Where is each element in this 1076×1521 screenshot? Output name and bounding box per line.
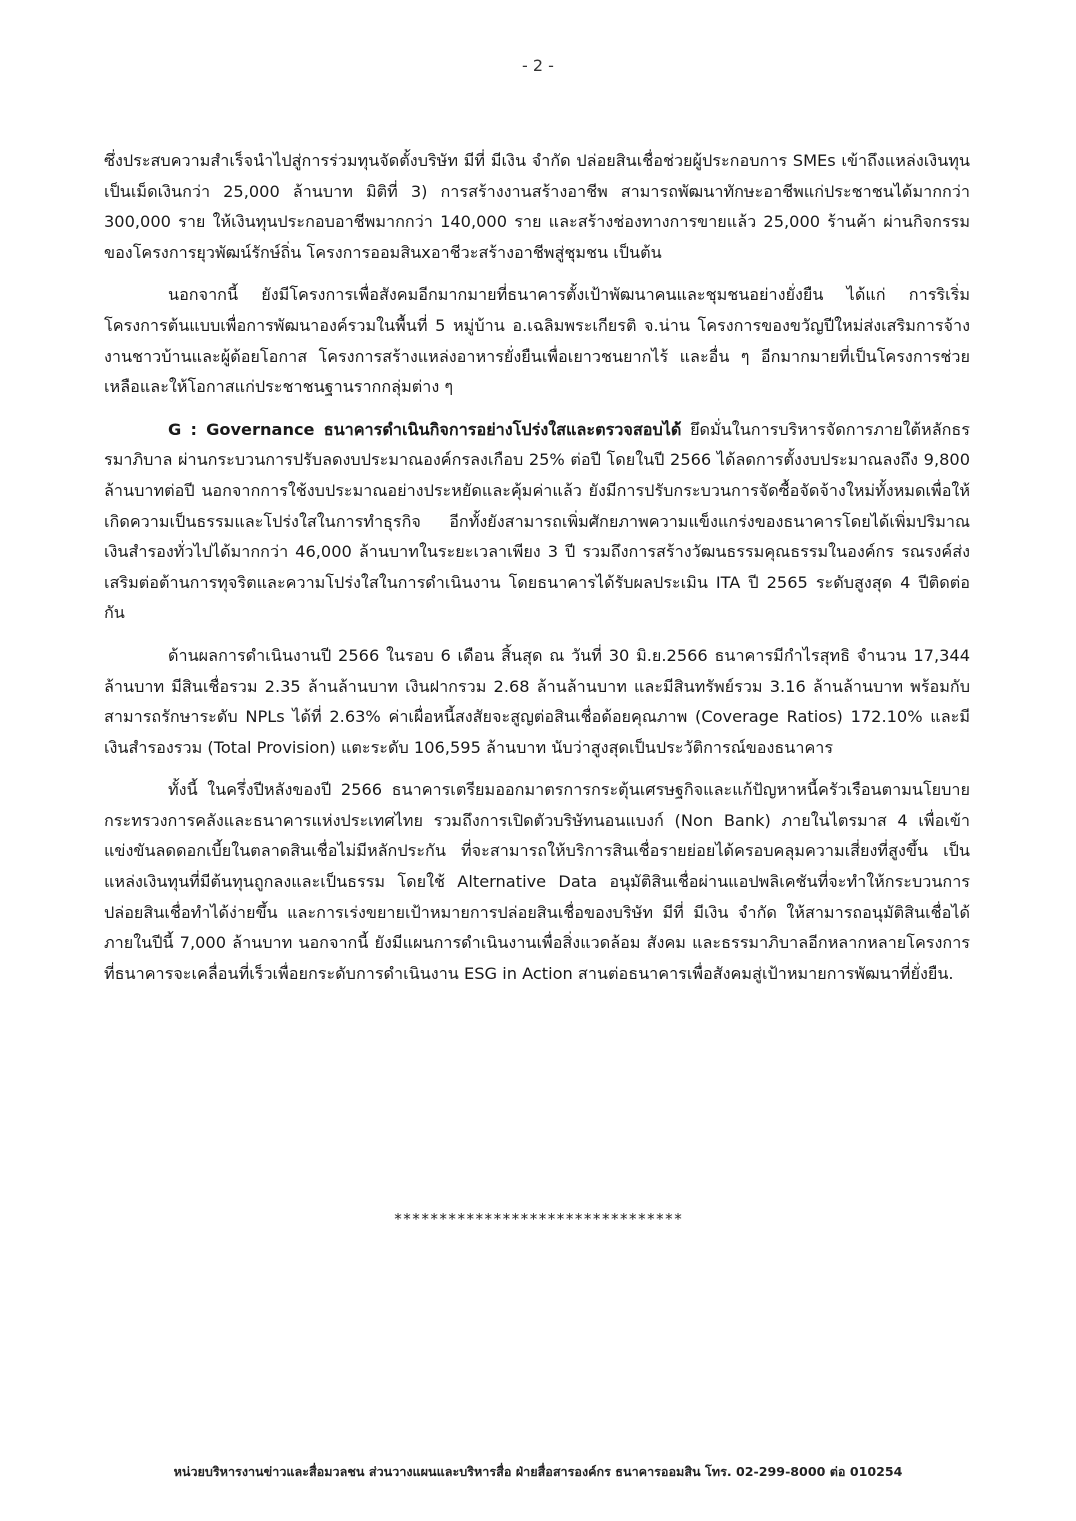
end-separator: ******************************** — [393, 1210, 683, 1228]
paragraph-second-half-plan: ทั้งนี้ ในครึ่งปีหลังของปี 2566 ธนาคารเตรียมออกมาตรการกระตุ้นเศรษฐกิจและแก้ปัญหาหนี้ครัวเรือนตามนโยบายกระทรวงการคลังและธนาคารแห่งประเทศไทย รวมถึงการเปิดตัวบริษัทนอนแบงก์ (Non Bank) ภายในไตรมาส 4 เพื่อเข้าแข่งขันลดดอกเบี้ยในตลาดสินเชื่อไม่มีหลักประกัน ที่จะสามารถให้บริการสินเชื่อรายย่อยได้ครอบคลุมความเสี่ยงที่สูงขึ้น เป็นแหล่งเงินทุนที่มีต้นทุนถูกลงและเป็นธรรม โดยใช้ Alternative Data อนุมัติสินเชื่อผ่านแอปพลิเคชันที่จะทำให้กระบวนการปล่อยสินเชื่อทำได้ง่ายขึ้น และการเร่งขยายเป้าหมายการปล่อยสินเชื่อของบริษัท มีที่ มีเงิน จำกัด ให้สามารถอนุมัติสินเชื่อได้ภายในปีนี้ 7,000 ล้านบาท นอกจากนี้ ยังมีแผนการดำเนินงานเพื่อสิ่งแวดล้อม สังคม และธรรมาภิบาลอีกหลากหลายโครงการ ที่ธนาคารจะเคลื่อนที่เร็วเพื่อยกระดับการดำเนินงาน ESG in Action สานต่อธนาคารเพื่อสังคมสู่เป้าหมายการพัฒนาที่ยั่งยืน. — [104, 780, 970, 983]
footer-contact: หน่วยบริหารงานข่าวและสื่อมวลชน ส่วนวางแผนและบริหารสื่อ ฝ่ายสื่อสารองค์กร ธนาคารออมสิน โทร. 02-299-8000 ต่อ 010254 — [173, 1464, 903, 1479]
governance-heading: G : Governance ธนาคารดำเนินกิจการอย่างโปร่งใสและตรวจสอบได้ — [168, 419, 682, 439]
governance-body: ยึดมั่นในการบริหารจัดการภายใต้หลักธรรมาภิบาล ผ่านกระบวนการปรับลดงบประมาณองค์กรลงเกือบ 25% ต่อปี โดยในปี 2566 ได้ลดการตั้งงบประมาณลงถึง 9,800 ล้านบาทต่อปี นอกจากการใช้งบประมาณอย่างประหยัดและคุ้มค่าแล้ว ยังมีการปรับกระบวนการจัดซื้อจัดจ้างใหม่ทั้งหมดเพื่อให้เกิดความเป็นธรรมและโปร่งใสในการทำธุรกิจ อีกทั้งยังสามารถเพิ่มศักยภาพความแข็งแกร่งของธนาคารโดยได้เพิ่มปริมาณเงินสำรองทั่วไปได้มากกว่า 46,000 ล้านบาทในระยะเวลาเพียง 3 ปี รวมถึงการสร้างวัฒนธรรมคุณธรรมในองค์กร รณรงค์ส่งเสริมต่อต้านการทุจริตและความโปร่งใสในการดำเนินงาน โดยธนาคารได้รับผลประเมิน ITA ปี 2565 ระดับสูงสุด 4 ปีติดต่อกัน — [104, 419, 970, 623]
paragraph-performance: ด้านผลการดำเนินงานปี 2566 ในรอบ 6 เดือน สิ้นสุด ณ วันที่ 30 มิ.ย.2566 ธนาคารมีกำไรสุทธิ จำนวน 17,344 ล้านบาท มีสินเชื่อรวม 2.35 ล้านล้านบาท เงินฝากรวม 2.68 ล้านล้านบาท และมีสินทรัพย์รวม 3.16 ล้านล้านบาท พร้อมกับสามารถรักษาระดับ NPLs ได้ที่ 2.63% ค่าเผื่อหนี้สงสัยจะสูญต่อสินเชื่อด้อยคุณภาพ (Coverage Ratios) 172.10% และมีเงินสำรองรวม (Total Provision) แตะระดับ 106,595 ล้านบาท นับว่าสูงสุดเป็นประวัติการณ์ของธนาคาร — [104, 645, 970, 757]
paragraph-continued-sme: ซึ่งประสบความสำเร็จนำไปสู่การร่วมทุนจัดตั้งบริษัท มีที่ มีเงิน จำกัด ปล่อยสินเชื่อช่วยผู้ประกอบการ SMEs เข้าถึงแหล่งเงินทุนเป็นเม็ดเงินกว่า 25,000 ล้านบาท มิติที่ 3) การสร้างงานสร้างอาชีพ สามารถพัฒนาทักษะอาชีพแก่ประชาชนได้มากกว่า 300,000 ราย ให้เงินทุนประกอบอาชีพมากกว่า 140,000 ราย และสร้างช่องทางการขายแล้ว 25,000 ร้านค้า ผ่านกิจกรรมของโครงการยุวพัฒน์รักษ์ถิ่น โครงการออมสินxอาชีวะสร้างอาชีพสู่ชุมชน เป็นต้น — [104, 151, 970, 262]
page-number: - 2 - — [522, 56, 554, 75]
paragraph-social-projects: นอกจากนี้ ยังมีโครงการเพื่อสังคมอีกมากมายที่ธนาคารตั้งเป้าพัฒนาคนและชุมชนอย่างยั่งยืน ได้แก่ การริเริ่มโครงการต้นแบบเพื่อการพัฒนาองค์รวมในพื้นที่ 5 หมู่บ้าน อ.เฉลิมพระเกียรติ จ.น่าน โครงการของขวัญปีใหม่ส่งเสริมการจ้างงานชาวบ้านและผู้ด้อยโอกาส โครงการสร้างแหล่งอาหารยั่งยืนเพื่อเยาวชนยากไร้ และอื่น ๆ อีกมากมายที่เป็นโครงการช่วยเหลือและให้โอกาสแก่ประชาชนฐานรากกลุ่มต่าง ๆ — [104, 285, 970, 397]
document-body — [104, 146, 970, 1001]
paragraph-governance — [104, 415, 970, 629]
